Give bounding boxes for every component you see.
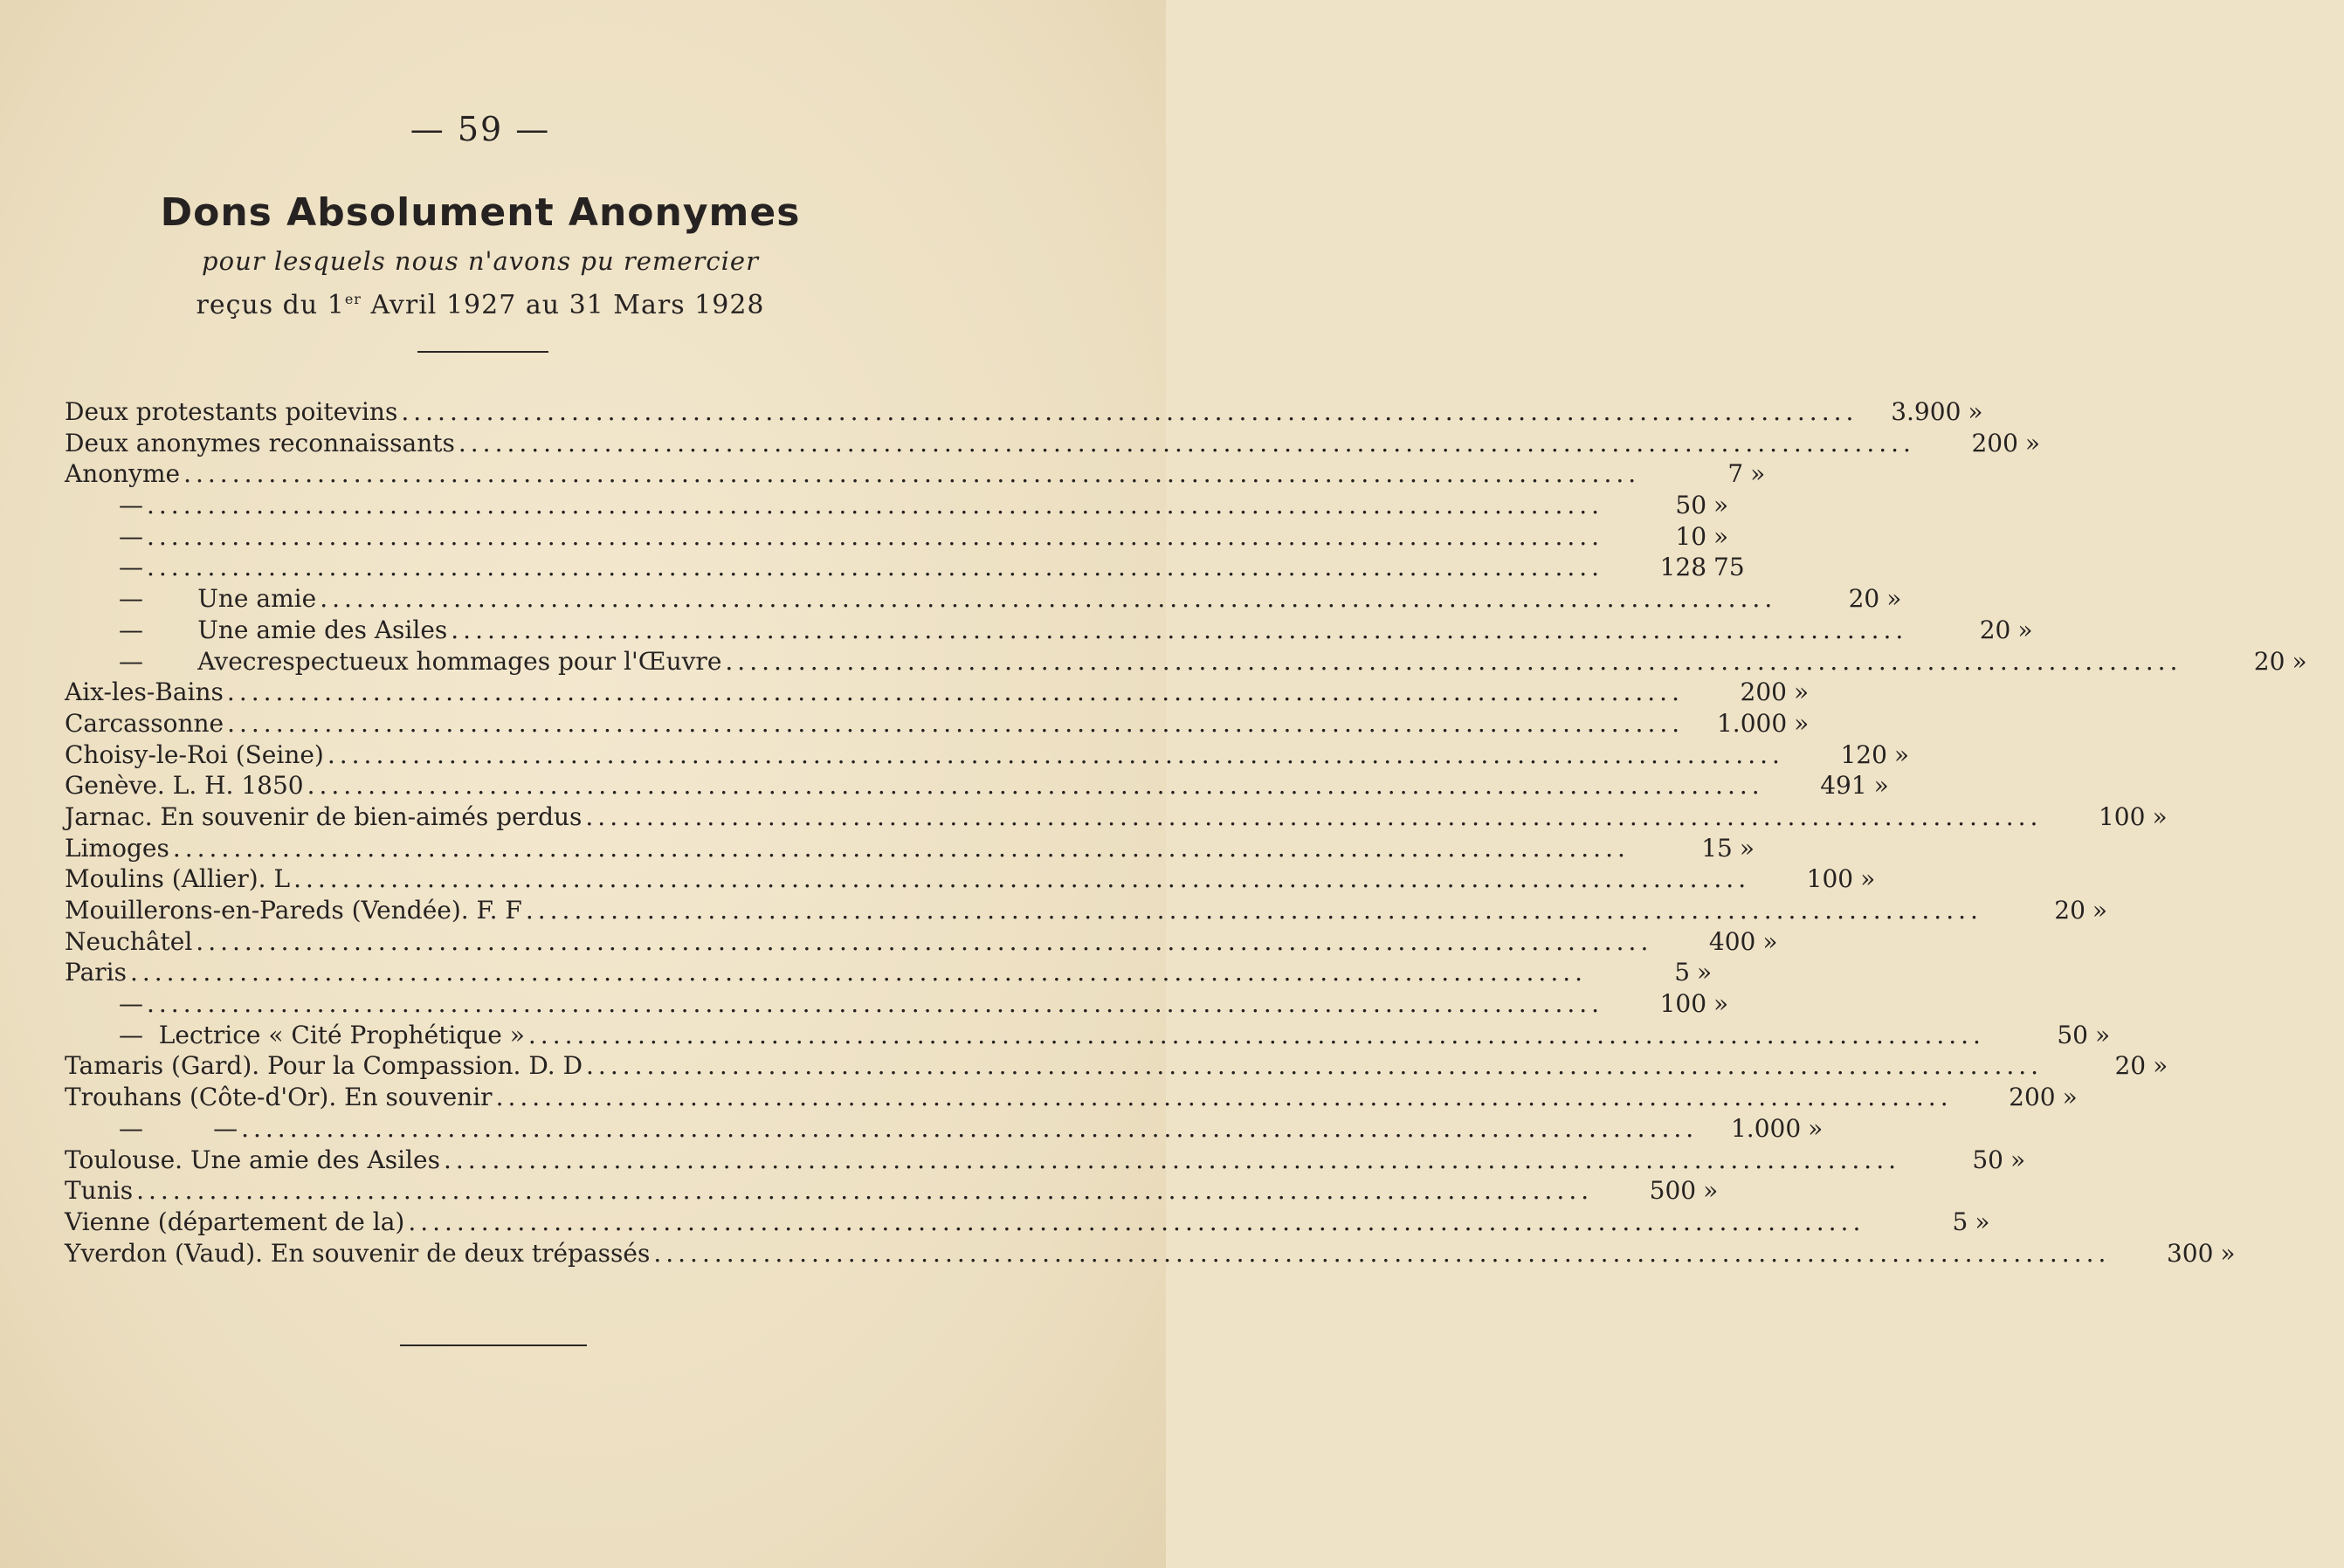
donation-description [65,646,2182,677]
donation-text: — [119,553,143,582]
donation-cents: » [2292,646,2307,676]
donation-cents: » [2094,1020,2111,1049]
donation-cents: » [1703,1176,1719,1206]
donation-row [65,583,1902,615]
donation-cents: 75 [1713,553,1745,582]
subtitle: pour lesquels nous n'avons pu remercier [202,246,759,276]
donation-text: Choisy-le-Roi (Seine) [65,739,324,769]
donation-cents: » [1697,958,1713,987]
donation-description [65,988,1603,1020]
leader-dots: ........................................................................................................................ [307,771,1764,801]
donation-row [65,1082,2078,1113]
leader-dots: ........................................................................................................................ [458,428,1915,457]
leader-dots: ........................................................................................................................ [136,1176,1594,1206]
donation-amount: 20 [1848,584,1880,614]
donation-amount: 200 [1971,428,2018,457]
donation-cents: » [1739,833,1755,863]
leader-dots: ........................................................................................................................ [495,1083,1953,1112]
donation-amount: 7 [1727,459,1744,489]
donation-amount: 3.900 [1891,397,1961,426]
donation-cents: » [2220,1238,2236,1268]
leader-dots: ........................................................................................................................ [320,584,1777,614]
donation-row [65,490,1729,521]
donation-text: Limoges [65,833,169,863]
donation-description [65,521,1603,553]
donation-row [65,833,1755,864]
donation-cents: » [1762,926,1778,956]
donation-cents: » [1794,708,1810,738]
donation-description [65,1238,2110,1269]
donation-row [65,615,2033,646]
donation-description [65,708,1684,739]
leader-dots: ........................................................................................................................ [408,1207,1865,1236]
donation-description [65,895,1982,926]
donation-cents: » [2062,1083,2078,1112]
leader-dots: ........................................................................................................................ [586,1051,2044,1081]
donation-row [65,1207,1990,1238]
donation-text: Deux anonymes reconnaissants [65,428,455,457]
donation-description [65,833,1630,864]
donation-row [65,1113,1823,1145]
donation-amount: 1.000 [1730,1113,1802,1143]
leader-dots: ........................................................................................................................ [653,1238,2111,1268]
donation-row [65,1145,2026,1176]
donation-description [65,490,1603,521]
donation-amount: 5 [1952,1207,1968,1236]
donation-row [65,957,1713,988]
donation-amount: 491 [1820,771,1867,801]
donation-cents: » [1713,989,1729,1019]
donation-amount: 20 [1979,615,2011,644]
donation-text: Moulins (Allier). L [65,864,291,894]
leader-dots: ........................................................................................................................ [585,801,2043,831]
donation-text: Aix-les-Bains [65,677,224,707]
leader-dots: ........................................................................................................................ [196,926,1653,956]
donation-text: Tunis [65,1176,134,1206]
donation-text: — [119,989,143,1019]
donation-row [65,801,2168,833]
donation-amount: 1.000 [1716,708,1788,738]
donation-description [65,1145,1900,1176]
donation-text: Vienne (département de la) [65,1207,405,1236]
donation-cents: » [1713,521,1729,551]
donation-amount: 400 [1708,926,1756,956]
leader-dots: ........................................................................................................................ [525,896,1982,925]
donation-row [65,739,1910,771]
donation-row [65,1238,2236,1269]
donation-amount: 128 [1659,553,1707,582]
donation-amount: 20 [2114,1051,2147,1081]
donation-description [65,1050,2043,1082]
donation-text: — [119,491,143,520]
donation-text: — Une amie des Asiles [119,615,448,644]
leader-dots: ........................................................................................................................ [227,708,1685,738]
donation-row [65,521,1729,553]
leader-dots: ........................................................................................................................ [183,459,1641,489]
donation-cents: » [1975,1207,1990,1236]
donation-text: Tamaris (Gard). Pour la Compassion. D. D [65,1051,583,1081]
donation-text: Jarnac. En souvenir de bien-aimés perdus [65,801,583,831]
donation-description [65,926,1652,958]
donation-description [65,458,1640,490]
donation-row [65,646,2307,677]
page-title: Dons Absolument Anonymes [160,190,801,235]
donation-cents: » [2010,1145,2026,1174]
donation-amount: 200 [2009,1083,2056,1112]
donation-cents: » [2153,1051,2168,1081]
donation-cents: » [1793,677,1810,707]
dateline [0,290,961,320]
donation-description [65,552,1603,583]
donation-amount: 20 [2054,896,2085,925]
donation-text: Yverdon (Vaud). En souvenir de deux trépassés [65,1238,651,1268]
dateline-post: Avril 1927 au 31 Mars 1928 [361,290,765,320]
leader-dots: ........................................................................................................................ [147,491,1604,520]
donation-amount: 10 [1675,521,1707,551]
donation-row [65,708,1810,739]
donation-description [65,677,1684,708]
leader-dots: ........................................................................................................................ [241,1113,1699,1143]
donation-row [65,1020,2111,1051]
leader-dots: ........................................................................................................................ [527,1020,1985,1049]
leader-dots: ........................................................................................................................ [147,553,1604,582]
donation-description [65,615,1907,646]
donation-amount: 5 [1674,958,1691,987]
donation-text: Genève. L. H. 1850 [65,771,304,801]
donation-amount: 100 [1806,864,1854,894]
donation-cents: » [1873,771,1889,801]
donation-amount: 300 [2166,1238,2214,1268]
leader-dots: ........................................................................................................................ [293,864,1751,894]
leader-dots: ........................................................................................................................ [129,958,1588,987]
donation-row [65,1175,1719,1207]
donation-description [65,957,1587,988]
donation-text: Paris [65,958,127,987]
donation-cents: » [2092,896,2108,925]
leader-dots: ........................................................................................................................ [725,646,2182,676]
leader-dots: ........................................................................................................................ [401,397,1858,426]
donation-row [65,770,1889,801]
donation-row [65,926,1778,958]
donation-text: — Une amie [119,584,317,614]
donation-text: Anonyme [65,459,181,489]
dateline-pre: reçus du 1 [196,290,345,320]
page-number: — 59 — [410,110,551,148]
donation-text: — — [119,1113,238,1143]
top-divider [417,351,548,353]
donation-amount: 50 [1675,491,1707,520]
donation-description [65,1175,1593,1207]
donation-amount: 120 [1840,739,1887,769]
donation-description [65,863,1750,895]
donation-text: Deux protestants poitevins [65,397,398,426]
donation-cents: » [1860,864,1876,894]
donation-amount: 500 [1649,1176,1697,1206]
donation-amount: 100 [1659,989,1707,1019]
donation-amount: 15 [1701,833,1733,863]
donation-row [65,677,1810,708]
donation-amount: 50 [1972,1145,2003,1174]
donation-description [65,1020,1985,1051]
donation-description [65,583,1776,615]
donation-description [65,1113,1698,1145]
donation-cents: » [1808,1113,1823,1143]
donation-row [65,396,1983,428]
donation-description [65,1082,1953,1113]
donation-cents: » [1713,491,1729,520]
donation-description [65,770,1764,801]
leader-dots: ........................................................................................................................ [443,1145,1900,1174]
donation-text: Toulouse. Une amie des Asiles [65,1145,440,1174]
leader-dots: ........................................................................................................................ [226,677,1684,707]
donation-amount: 200 [1740,677,1787,707]
leader-dots: ........................................................................................................................ [451,615,1908,644]
donation-text: Mouillerons-en-Pareds (Vendée). F. F [65,896,522,925]
donation-text: — [119,521,143,551]
donation-text: Neuchâtel [65,926,193,956]
donation-amount: 100 [2098,801,2146,831]
leader-dots: ........................................................................................................................ [327,739,1784,769]
donation-description [65,801,2042,833]
donation-description [65,739,1784,771]
donation-text: — Lectrice « Cité Prophétique » [119,1020,525,1049]
donation-row [65,895,2108,926]
donation-description [65,1207,1865,1238]
donation-cents: » [2024,428,2041,457]
bottom-divider [400,1344,587,1346]
donation-description [65,396,1858,428]
dateline-sup: er [344,291,362,307]
donation-text: Trouhans (Côte-d'Or). En souvenir [65,1083,493,1112]
donation-row [65,863,1876,895]
donation-list [65,396,2307,1269]
donation-row [65,552,1745,583]
donation-description [65,428,1915,459]
donation-cents: » [2152,801,2168,831]
donation-text: Carcassonne [65,708,224,738]
donation-amount: 20 [2253,646,2285,676]
leader-dots: ........................................................................................................................ [147,521,1604,551]
donation-row [65,988,1729,1020]
donation-row [65,1050,2168,1082]
leader-dots: ........................................................................................................................ [172,833,1630,863]
leader-dots: ........................................................................................................................ [147,989,1604,1019]
donation-cents: » [1893,739,1910,769]
donation-text: — Avecrespectueux hommages pour l'Œuvre [119,646,722,676]
donation-cents: » [1886,584,1902,614]
donation-cents: » [1968,397,1983,426]
donation-row [65,428,2041,459]
donation-amount: 50 [2057,1020,2088,1049]
donation-cents: » [1750,459,1766,489]
donation-cents: » [2017,615,2033,644]
donation-row [65,458,1766,490]
